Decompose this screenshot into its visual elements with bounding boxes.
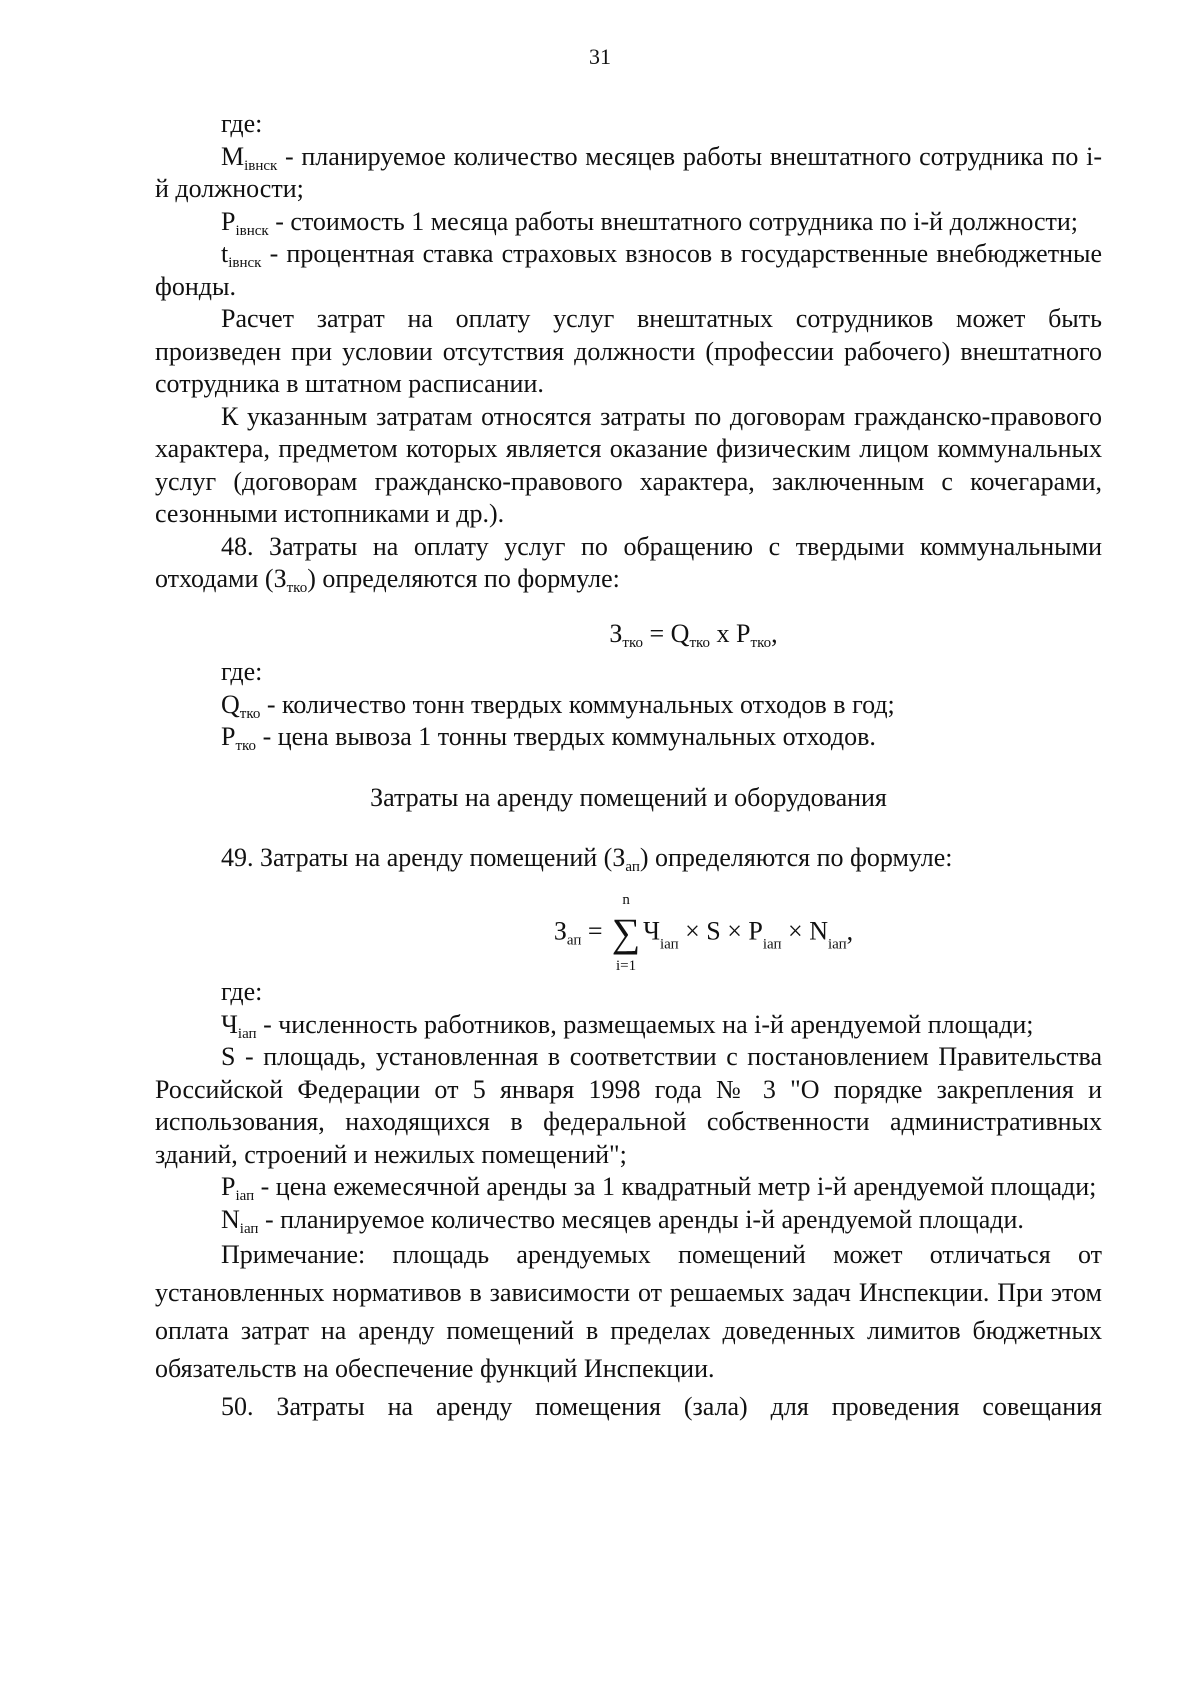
definition-ch: $Ч_{iап}$ - численность работников, размещаемых на i-й арендуемой площади;: [221, 1009, 1034, 1042]
definition-n-rent: $N_{iап}$ - планируемое количество месяцев аренды i-й арендуемой площади.: [221, 1204, 1024, 1237]
definition-s: S - площадь, установленная в соответствии с постановлением Правительства Российской Федерации от 5 января 1998 года № 3 "О порядке закрепления и использования, находящихся в федеральной собственности административных зданий, строений и нежилых помещений";: [155, 1042, 1102, 1169]
definition-p-rent: $P_{iап}$ - цена ежемесячной аренды за 1 квадратный метр i-й арендуемой площади;: [221, 1172, 1097, 1204]
note-paragraph: Примечание: площадь арендуемых помещений может отличаться от установленных нормативов в зависимости от решаемых задач Инспекции. При этом оплата затрат на аренду помещений в пределах доведенных лимитов бюджетных обязательств на обеспечение функций Инспекции.: [155, 1240, 1102, 1383]
definition-p: $P_{iвнск}$ - стоимость 1 месяца работы внештатного сотрудника по i-й должности;: [221, 206, 1079, 239]
definition-t: $t_{iвнск}$ - процентная ставка страховых взносов в государственные внебюджетные фонды.: [155, 239, 1102, 301]
clause-48: 48. Затраты на оплату услуг по обращению с твердыми коммунальными отходами $(З_{тко})$ определяются по формуле:: [155, 531, 1102, 596]
clause-50: 50. Затраты на аренду помещения (зала) для проведения совещания: [221, 1392, 1102, 1421]
definition-m: $M_{iвнск}$ - планируемое количество месяцев работы внештатного сотрудника по i-й должности;: [155, 141, 1102, 203]
where-label: где:: [221, 109, 263, 138]
clause-49: 49. Затраты на аренду помещений $(З_{ап})$ определяются по формуле:: [221, 843, 953, 875]
document-body: [155, 108, 1102, 1426]
formula-tko: $З_{тко} = Q_{тко}$ x $P_{тко}$,: [609, 618, 778, 651]
formula-rent: $З_{ап}$ = n ∑ i=1 $Ч_{iап} \times S \times P_{iап} \times N_{iап}$,: [553, 891, 854, 974]
sum-symbol: n ∑ i=1: [611, 891, 641, 974]
definition-q-tko: $Q_{тко}$ - количество тонн твердых коммунальных отходов в год;: [221, 689, 895, 722]
section-heading: Затраты на аренду помещений и оборудования: [370, 782, 887, 812]
where-label: где:: [221, 977, 263, 1006]
paragraph-contracts: К указанным затратам относятся затраты по договорам гражданско-правового характера, предметом которых является оказание физическим лицом коммунальных услуг (договорам гражданско-правового характера, заключенным с кочегарами, сезонными истопниками и др.).: [155, 401, 1102, 528]
definition-p-tko: $P_{тко}$ - цена вывоза 1 тонны твердых коммунальных отходов.: [221, 722, 876, 754]
page-number: 31: [589, 44, 611, 69]
paragraph-calculation: Расчет затрат на оплату услуг внештатных сотрудников может быть произведен при условии отсутствия должности (профессии рабочего) внештатного сотрудника в штатном расписании.: [155, 304, 1102, 398]
where-label: где:: [221, 657, 263, 686]
